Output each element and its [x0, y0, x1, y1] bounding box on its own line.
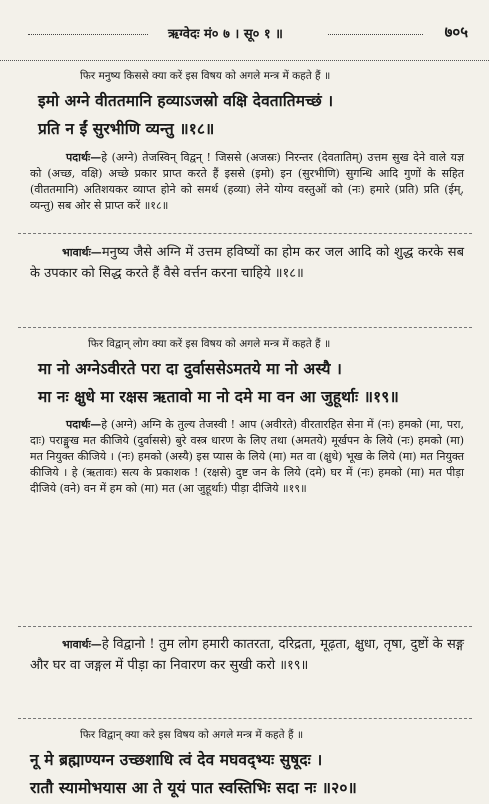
padartha-label: पदार्थः— — [66, 418, 102, 431]
running-title: ऋग्वेदः मं० ७ । सू० १ ॥ — [168, 27, 283, 42]
header-rule-left — [28, 34, 148, 35]
bhavartha-19 — [30, 634, 464, 676]
intro-19: फिर विद्वान् लोग क्या करें इस विषय को अगले मन्त्र में कहते हैं ॥ — [88, 338, 331, 350]
page-number: ७०५ — [444, 23, 468, 41]
page-header — [28, 22, 468, 44]
header-separator — [0, 60, 489, 61]
padartha-19 — [30, 417, 464, 497]
padartha-text: हे (अग्ने) तेजस्विन् विद्वन् ! जिससे (अजस्रः) निरन्तर (देवतातिम्) उत्तम सुख देने वाले यज्ञ को (अच्छ, वक्षि) अच्छे प्रकार प्राप्त करते हैं इससे (इमो) इन (सुरभीणि) सुगन्धि आदि गुणों के सहित (वीततमानि) अतिशयकर व्याप्त होने को समर्थ (हव्या) लेने योग्य वस्तुओं को (नः) हमारे (प्रति) प्रति (ईम्, व्यन्तु) सब ओर से प्राप्त करें ॥१८॥ — [30, 151, 464, 212]
mantra-20-line1: नू मे ब्रह्माण्यग्न उच्छशाधि त्वं देव मघवद्भ्यः सुषूदः । — [30, 750, 323, 769]
header-rule-right — [328, 34, 423, 35]
mantra-18-line1: इमो अग्ने वीततमानि हव्याऽजस्रो वक्षि देवतातिमच्छं । — [38, 91, 334, 110]
mantra-20-line2: रातौ स्यामोभयास आ ते यूयं पात स्वस्तिभिः सदा नः ॥२०॥ — [30, 778, 357, 797]
bhavartha-18 — [30, 242, 464, 284]
section-divider — [18, 327, 472, 328]
padartha-18 — [30, 150, 464, 214]
section-divider — [18, 718, 472, 719]
padartha-text: हे (अग्ने) अग्नि के तुल्य तेजस्वी ! आप (अवीरते) वीरतारहित सेना में (नः) हमको (मा, परा, दाः) पराङ्मुख मत कीजिये (दुर्वाससे) बुरे वस्त्र धारण के लिए तथा (अमतये) मूर्खपन के लिये (नः) हमको (मा) मत नियुक्त कीजिये । (नः) हमको (अस्यै) इस प्यास के लिये (मा) मत वा (क्षुधे) भूख के लिये (मा) मत नियुक्त कीजिये । हे (ऋतावः) सत्य के प्रकाशक ! (रक्षसे) दुष्ट जन के लिये (दमे) घर में (नः) हमको (मा) मत पीड़ा दीजिये (वने) वन में हम को (मा) मत (आ जुहूर्थाः) पीड़ा दीजिये ॥१९॥ — [30, 418, 464, 495]
padartha-label: पदार्थः— — [66, 151, 102, 164]
bhavartha-text: मनुष्य जैसे अग्नि में उत्तम हविष्यों का होम कर जल आदि को शुद्ध करके सब के उपकार को सिद्ध करते हैं वैसे वर्त्तन करना चाहिये ॥१८॥ — [30, 245, 464, 281]
bhavartha-label: भावार्थः— — [62, 246, 102, 259]
bhavartha-text: हे विद्वानो ! तुम लोग हमारी कातरता, दरिद्रता, मूढ़ता, क्षुधा, तृषा, दुष्टों के सङ्ग और घर वा जङ्गल में पीड़ा का निवारण कर सुखी करो ॥१९॥ — [30, 637, 464, 673]
intro-18: फिर मनुष्य किससे क्या करें इस विषय को अगले मन्त्र में कहते हैं ॥ — [80, 70, 331, 82]
section-divider — [18, 626, 472, 627]
section-divider — [18, 233, 472, 234]
intro-20: फिर विद्वान् क्या करे इस विषय को अगले मन्त्र में कहते हैं ॥ — [80, 729, 304, 741]
mantra-19-line1: मा नो अग्नेऽवीरते परा दा दुर्वाससेऽमतये मा नो अस्यै । — [38, 359, 343, 378]
mantra-19-line2: मा नः क्षुधे मा रक्षस ऋतावो मा नो दमे मा वन आ जुहूर्थाः ॥१९॥ — [38, 387, 399, 406]
mantra-18-line2: प्रति न ईं सुरभीणि व्यन्तु ॥१८॥ — [38, 119, 215, 138]
bhavartha-label: भावार्थः— — [62, 638, 102, 651]
